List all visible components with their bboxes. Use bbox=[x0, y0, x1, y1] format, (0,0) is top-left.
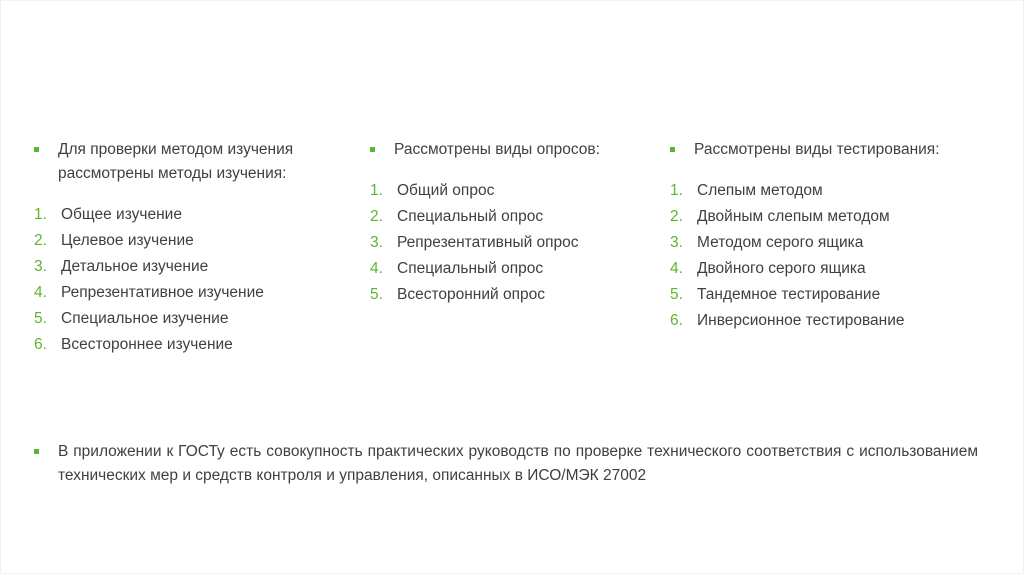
list-item-label: Специальное изучение bbox=[61, 310, 229, 327]
list-item bbox=[670, 256, 990, 282]
list-item bbox=[34, 280, 354, 306]
footer-note-text: В приложении к ГОСТу есть совокупность практических руководств по проверке технического соответствия с использованием технических мер и средств контроля и управления, описанных в ИСО/МЭК 27002 bbox=[58, 443, 978, 484]
list-number: 5. bbox=[670, 286, 683, 303]
list-number: 2. bbox=[370, 208, 383, 225]
square-bullet-icon bbox=[370, 147, 375, 152]
list-item bbox=[370, 256, 650, 282]
footer-note bbox=[34, 440, 978, 488]
list-number: 1. bbox=[370, 182, 383, 199]
list-item-label: Детальное изучение bbox=[61, 258, 209, 275]
column-testing-types bbox=[670, 138, 990, 334]
list-number: 6. bbox=[670, 312, 683, 329]
list-item-label: Специальный опрос bbox=[397, 260, 544, 277]
list-item-label: Методом серого ящика bbox=[697, 234, 864, 251]
column-heading-text: Рассмотрены виды опросов: bbox=[394, 141, 600, 158]
square-bullet-icon bbox=[34, 147, 39, 152]
list-item bbox=[370, 204, 650, 230]
list-number: 4. bbox=[34, 284, 47, 301]
list-number: 1. bbox=[34, 206, 47, 223]
list-item-label: Репрезентативный опрос bbox=[397, 234, 579, 251]
list-item bbox=[370, 178, 650, 204]
list-item-label: Тандемное тестирование bbox=[697, 286, 881, 303]
list-item-label: Общее изучение bbox=[61, 206, 182, 223]
numbered-list bbox=[670, 178, 990, 334]
list-number: 3. bbox=[34, 258, 47, 275]
list-number: 3. bbox=[370, 234, 383, 251]
column-heading bbox=[34, 138, 354, 186]
list-item-label: Всесторонний опрос bbox=[397, 286, 545, 303]
list-item-label: Целевое изучение bbox=[61, 232, 194, 249]
column-heading-text: Рассмотрены виды тестирования: bbox=[694, 141, 940, 158]
list-item bbox=[34, 332, 354, 358]
list-number: 5. bbox=[370, 286, 383, 303]
list-item-label: Репрезентативное изучение bbox=[61, 284, 264, 301]
list-item-label: Двойного серого ящика bbox=[697, 260, 866, 277]
list-number: 5. bbox=[34, 310, 47, 327]
square-bullet-icon bbox=[34, 449, 39, 454]
column-heading-text: Для проверки методом изучения рассмотрены методы изучения: bbox=[58, 141, 294, 182]
list-item bbox=[670, 308, 990, 334]
list-number: 4. bbox=[370, 260, 383, 277]
list-number: 2. bbox=[670, 208, 683, 225]
list-item bbox=[670, 204, 990, 230]
list-item bbox=[34, 306, 354, 332]
list-item bbox=[34, 228, 354, 254]
numbered-list bbox=[34, 202, 354, 358]
list-item bbox=[670, 282, 990, 308]
list-item bbox=[34, 202, 354, 228]
list-number: 4. bbox=[670, 260, 683, 277]
list-item-label: Инверсионное тестирование bbox=[697, 312, 905, 329]
numbered-list bbox=[370, 178, 650, 308]
list-number: 6. bbox=[34, 336, 47, 353]
list-number: 2. bbox=[34, 232, 47, 249]
square-bullet-icon bbox=[670, 147, 675, 152]
list-item bbox=[670, 178, 990, 204]
list-item-label: Общий опрос bbox=[397, 182, 495, 199]
list-number: 3. bbox=[670, 234, 683, 251]
list-item bbox=[370, 282, 650, 308]
column-survey-types bbox=[370, 138, 650, 308]
list-item-label: Всестороннее изучение bbox=[61, 336, 233, 353]
column-study-methods bbox=[34, 138, 354, 358]
list-item bbox=[670, 230, 990, 256]
list-item-label: Двойным слепым методом bbox=[697, 208, 890, 225]
column-heading bbox=[670, 138, 990, 162]
list-item bbox=[370, 230, 650, 256]
column-heading bbox=[370, 138, 650, 162]
list-number: 1. bbox=[670, 182, 683, 199]
list-item bbox=[34, 254, 354, 280]
list-item-label: Слепым методом bbox=[697, 182, 823, 199]
list-item-label: Специальный опрос bbox=[397, 208, 544, 225]
